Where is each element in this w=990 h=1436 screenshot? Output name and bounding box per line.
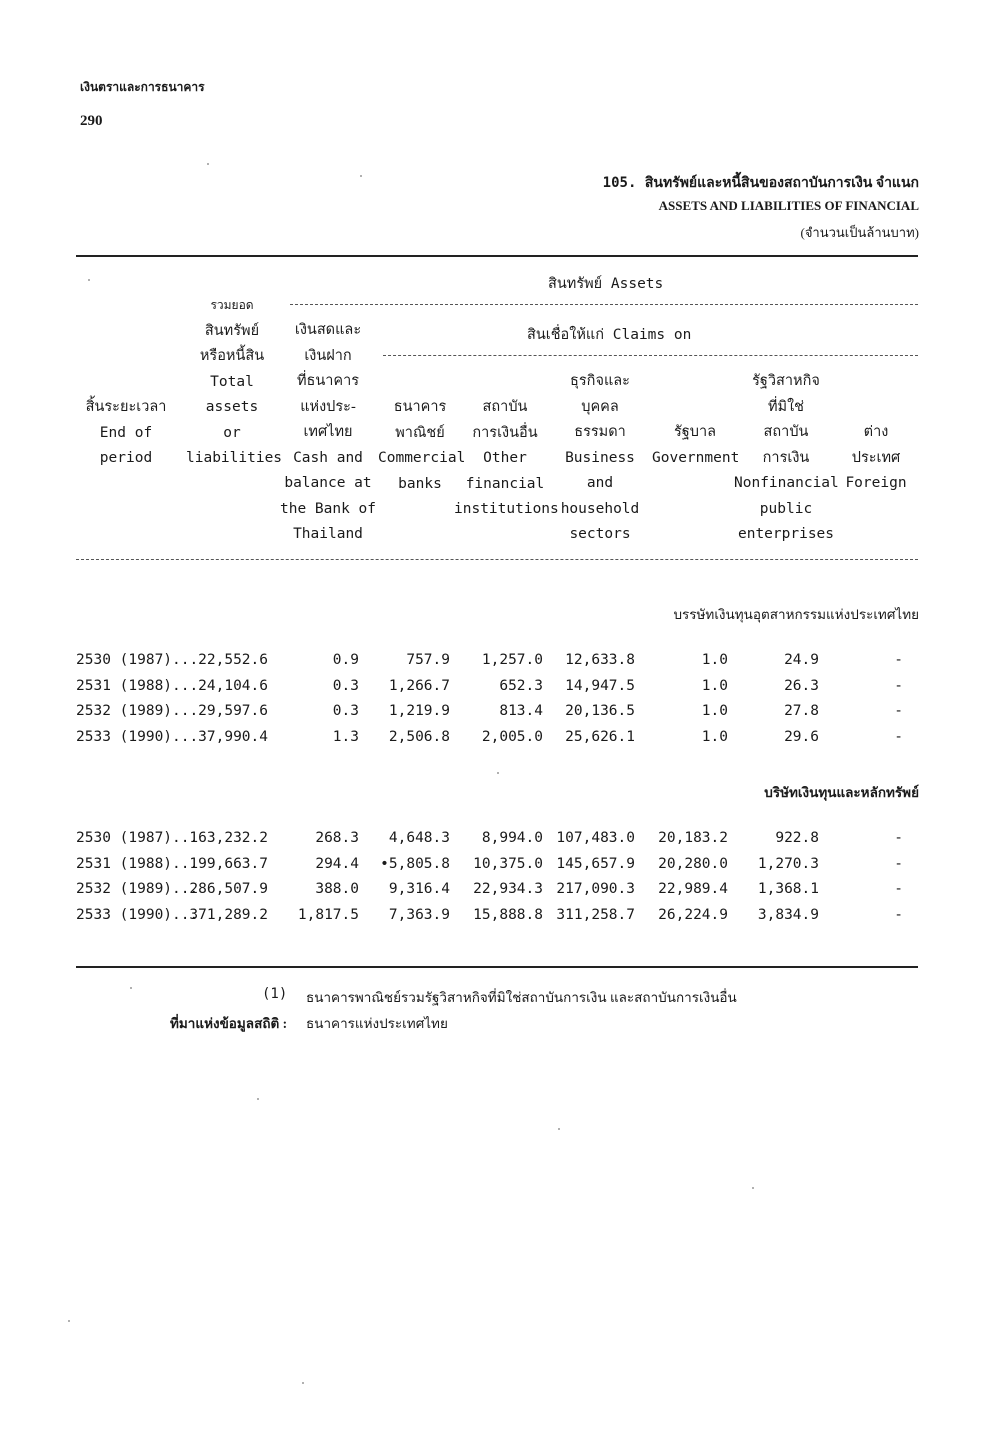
scan-speck — [88, 279, 90, 281]
title-english: ASSETS AND LIABILITIES OF FINANCIAL — [658, 198, 919, 213]
table-cell: 14,947.5 — [565, 677, 635, 694]
table-cell: 29,597.6 — [198, 703, 268, 719]
scan-speck — [752, 1187, 754, 1189]
table-cell: 1.0 — [701, 652, 728, 668]
header-government: รัฐบาล Government — [652, 424, 740, 466]
table-cell: - — [894, 906, 903, 923]
table-cell: - — [894, 830, 903, 846]
table-cell: 20,280.0 — [658, 855, 728, 872]
table-title — [603, 172, 919, 194]
header-nonfinancial-public: รัฐวิสาหกิจ ที่มิใช่ สถาบัน การเงิน Nonfinancial public enterprises — [734, 373, 839, 542]
table-cell: 371,289.2 — [189, 906, 268, 923]
table-cell: 20,183.2 — [658, 830, 728, 846]
row-period: 2533 (1990)... — [76, 906, 199, 923]
table-cell: 1.0 — [701, 728, 728, 745]
table-cell: 4,648.3 — [388, 830, 450, 846]
header-bottom-rule — [76, 559, 918, 560]
title-thai: สินทรัพย์และหนี้สินของสถาบันการเงิน จำแนก — [644, 176, 919, 191]
table-cell: 0.3 — [332, 677, 359, 694]
table-cell: 217,090.3 — [556, 881, 635, 897]
table-cell: - — [894, 677, 903, 694]
table-cell: 1,817.5 — [297, 906, 359, 923]
table-cell: 1.0 — [701, 703, 728, 719]
header-business-household: ธุรกิจและ บุคคล ธรรมดา Business and household sectors — [560, 373, 640, 542]
table-cell: 22,989.4 — [658, 881, 728, 897]
claims-rule — [383, 355, 918, 356]
table-cell: 286,507.9 — [189, 881, 268, 897]
row-period: 2533 (1990)... — [76, 728, 199, 745]
table-cell: 1.0 — [701, 677, 728, 694]
section-label: บริษัทเงินทุนและหลักทรัพย์ — [764, 785, 919, 800]
table-cell: 9,316.4 — [388, 881, 450, 897]
scan-speck — [257, 1098, 259, 1100]
table-cell: 20,136.5 — [565, 703, 635, 719]
row-period: 2530 (1987)... — [76, 830, 199, 846]
scan-speck — [360, 175, 362, 177]
assets-rule — [290, 304, 918, 305]
scan-speck — [497, 772, 499, 774]
scan-speck — [302, 1382, 304, 1384]
table-cell: •5,805.8 — [380, 855, 450, 872]
table-cell: 0.3 — [332, 703, 359, 719]
table-cell: 922.8 — [775, 830, 819, 846]
table-cell: 29.6 — [784, 728, 819, 745]
table-cell: 1.3 — [332, 728, 359, 745]
table-cell: 26.3 — [784, 677, 819, 694]
header-claims-on: สินเชื่อให้แก่ Claims on — [527, 327, 692, 343]
table-cell: 388.0 — [315, 881, 359, 897]
table-cell: 2,506.8 — [388, 728, 450, 745]
table-cell: 27.8 — [784, 703, 819, 719]
page-number: 290 — [80, 113, 103, 129]
header-assets: สินทรัพย์ Assets — [548, 276, 664, 292]
running-header: เงินตราและการธนาคาร — [80, 80, 205, 94]
header-commercial-banks: ธนาคาร พาณิชย์ Commercial banks — [378, 399, 466, 492]
table-cell: 813.4 — [499, 703, 543, 719]
table-cell: 12,633.8 — [565, 652, 635, 668]
table-cell: 0.9 — [332, 652, 359, 668]
scan-speck — [68, 1320, 70, 1322]
header-foreign: ต่าง ประเทศ Foreign — [845, 424, 907, 491]
unit-note: (จำนวนเป็นล้านบาท) — [800, 225, 919, 240]
row-period: 2532 (1989)... — [76, 881, 199, 897]
row-period: 2530 (1987)... — [76, 652, 199, 668]
table-cell: 1,266.7 — [388, 677, 450, 694]
section-label: บรรษัทเงินทุนอุตสาหกรรมแห่งประเทศไทย — [673, 607, 919, 622]
scan-speck — [207, 163, 209, 165]
table-cell: 22,552.6 — [198, 652, 268, 668]
table-cell: - — [894, 855, 903, 872]
header-period: สิ้นระยะเวลา End of period — [85, 399, 167, 466]
table-cell: 37,990.4 — [198, 728, 268, 745]
table-cell: - — [894, 703, 903, 719]
source-label: ที่มาแห่งข้อมูลสถิติ : — [170, 1016, 288, 1031]
header-cash-balance: เงินสดและ เงินฝาก ที่ธนาคาร แห่งประ- เทศไทย Cash and balance at the Bank of Thailand — [279, 322, 377, 542]
table-top-rule — [76, 255, 918, 257]
table-cell: 294.4 — [315, 855, 359, 872]
table-cell: - — [894, 881, 903, 897]
row-period: 2531 (1988)... — [76, 855, 199, 872]
table-cell: 163,232.2 — [189, 830, 268, 846]
row-period: 2532 (1989)... — [76, 703, 199, 719]
table-cell: 10,375.0 — [473, 855, 543, 872]
scan-speck — [558, 1128, 560, 1130]
table-cell: 15,888.8 — [473, 906, 543, 923]
table-cell: 26,224.9 — [658, 906, 728, 923]
source-text: ธนาคารแห่งประเทศไทย — [306, 1016, 448, 1031]
footnote-text: ธนาคารพาณิชย์รวมรัฐวิสาหกิจที่มิใช่สถาบันการเงิน และสถาบันการเงินอื่น — [306, 990, 737, 1005]
table-cell: 24,104.6 — [198, 677, 268, 694]
footnote-marker: (1) — [262, 986, 288, 1002]
table-cell: 24.9 — [784, 652, 819, 668]
table-cell: 652.3 — [499, 677, 543, 694]
table-cell: 1,257.0 — [481, 652, 543, 668]
table-cell: - — [894, 652, 903, 668]
table-cell: 22,934.3 — [473, 881, 543, 897]
table-cell: 107,483.0 — [556, 830, 635, 846]
header-other-financial: สถาบัน การเงินอื่น Other financial institutions — [454, 399, 559, 517]
table-cell: 757.9 — [406, 652, 450, 668]
row-period: 2531 (1988)... — [76, 677, 199, 694]
table-cell: 8,994.0 — [481, 830, 543, 846]
table-cell: - — [894, 728, 903, 745]
table-number: 105. — [602, 175, 637, 191]
table-cell: 145,657.9 — [556, 855, 635, 872]
header-total-assets: รวมยอด สินทรัพย์ หรือหนี้สิน Total assets or liabilities — [186, 298, 283, 466]
table-cell: 1,368.1 — [757, 881, 819, 897]
scan-speck — [130, 987, 132, 989]
table-cell: 199,663.7 — [189, 855, 268, 872]
table-cell: 25,626.1 — [565, 728, 635, 745]
table-cell: 1,219.9 — [388, 703, 450, 719]
table-bottom-rule — [76, 966, 918, 968]
table-cell: 7,363.9 — [388, 906, 450, 923]
table-cell: 311,258.7 — [556, 906, 635, 923]
table-cell: 1,270.3 — [757, 855, 819, 872]
table-cell: 2,005.0 — [481, 728, 543, 745]
table-cell: 3,834.9 — [757, 906, 819, 923]
table-cell: 268.3 — [315, 830, 359, 846]
